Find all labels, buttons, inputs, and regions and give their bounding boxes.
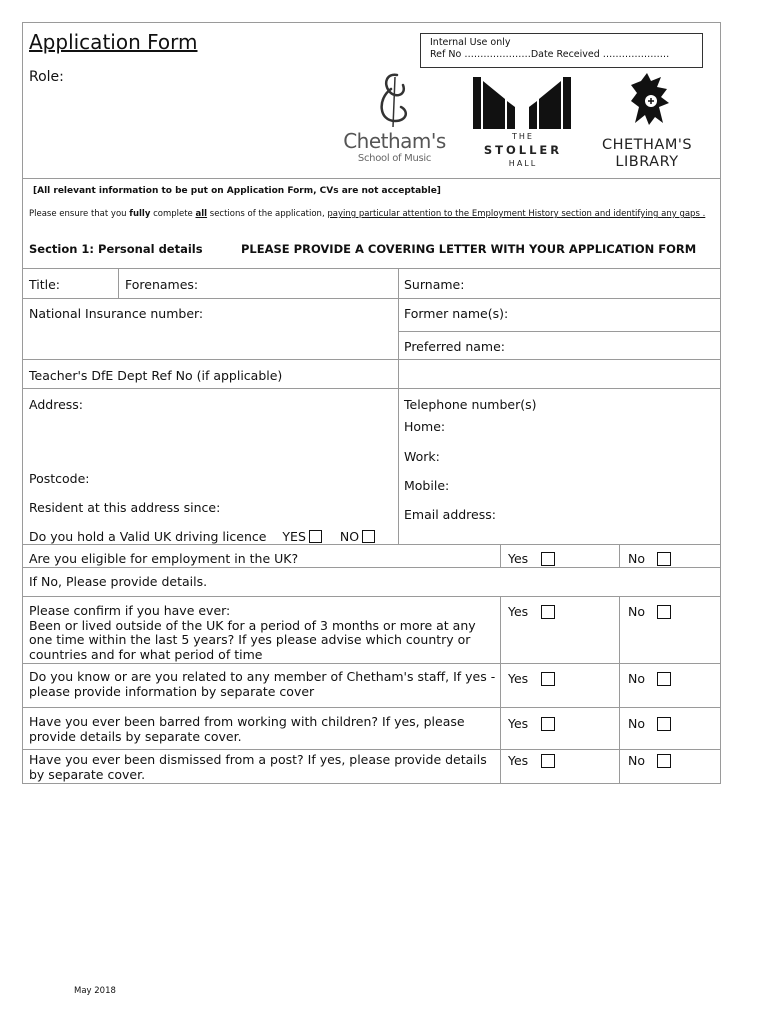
col-divider [118, 268, 119, 298]
row-divider [23, 388, 720, 389]
if-no-details-label: If No, Please provide details. [29, 574, 208, 589]
completion-notice [29, 209, 709, 220]
row-divider [23, 298, 720, 299]
covering-letter-note: PLEASE PROVIDE A COVERING LETTER WITH YOUR APPLICATION FORM [241, 242, 697, 256]
stoller-name: STOLLER [483, 143, 563, 157]
section-1-title: Section 1: Personal details [29, 242, 203, 256]
col-divider [619, 544, 620, 567]
home-phone-label: Home: [404, 419, 446, 434]
treble-clef-icon [337, 71, 452, 129]
no-label: No [628, 671, 645, 686]
form-title: Application Form [29, 30, 198, 54]
stoller-hall-logo [471, 77, 575, 172]
forenames-field-label: Forenames: [125, 277, 199, 292]
lived-outside-yes-checkbox[interactable] [541, 605, 555, 619]
email-label: Email address: [404, 507, 496, 522]
stoller-hall: HALL [508, 159, 538, 168]
school-of-music: School of Music [357, 153, 432, 164]
resident-since-label: Resident at this address since: [29, 500, 221, 515]
role-label: Role: [29, 69, 64, 85]
row-divider [398, 331, 720, 332]
eligible-yes-checkbox[interactable] [541, 552, 555, 566]
title-field-label: Title: [29, 277, 60, 292]
lived-outside-question: Please confirm if you have ever: Been or lived outside of the UK for a period of 3 months or more at any one time within the last 5 years? If yes please advise which country or countries and for what period of time [29, 603, 476, 662]
row-divider [23, 663, 720, 664]
row-divider [23, 544, 720, 545]
yes-label: Yes [508, 753, 529, 768]
application-form [22, 22, 721, 784]
dismissed-yes-checkbox[interactable] [541, 754, 555, 768]
lived-outside-no-checkbox[interactable] [657, 605, 671, 619]
yes-label: Yes [508, 716, 529, 731]
yes-label: Yes [508, 551, 529, 566]
no-label: NO [339, 529, 360, 544]
notice-text-3: sections of the application, [207, 209, 328, 219]
telephone-label: Telephone number(s) [404, 397, 537, 412]
form-header [23, 23, 720, 179]
barred-question: Have you ever been barred from working with children? If yes, please provide details by separate cover. [29, 714, 465, 744]
related-no-checkbox[interactable] [657, 672, 671, 686]
griffin-icon [591, 71, 703, 133]
dismissed-no-checkbox[interactable] [657, 754, 671, 768]
yes-label: Yes [508, 671, 529, 686]
col-divider [500, 544, 501, 567]
row-divider [23, 749, 720, 750]
teacher-ref-label: Teacher's DfE Dept Ref No (if applicable) [29, 368, 283, 383]
no-label: No [628, 604, 645, 619]
no-label: No [628, 753, 645, 768]
library-line1: CHETHAM'S [601, 137, 693, 153]
notice-all: all [195, 209, 208, 219]
eligible-question: Are you eligible for employment in the UK? [29, 551, 299, 566]
eligible-no-checkbox[interactable] [657, 552, 671, 566]
mobile-phone-label: Mobile: [404, 478, 450, 493]
notice-text-2: complete [150, 209, 196, 219]
dismissed-question: Have you ever been dismissed from a post? If yes, please provide details by separate cover. [29, 752, 487, 782]
licence-no-checkbox[interactable] [362, 530, 375, 543]
row-divider [23, 707, 720, 708]
stoller-bars-icon [471, 77, 575, 131]
work-phone-label: Work: [404, 449, 440, 464]
col-divider [619, 596, 620, 784]
row-divider [23, 567, 720, 568]
chethams-school-logo [337, 71, 452, 171]
yes-label: Yes [508, 604, 529, 619]
yes-label: YES [282, 529, 306, 544]
preferred-name-label: Preferred name: [404, 339, 506, 354]
no-label: No [628, 716, 645, 731]
library-name [591, 137, 703, 171]
internal-use-label: Internal Use only [430, 37, 511, 48]
library-line2: LIBRARY [615, 154, 679, 170]
cv-notice: [All relevant information to be put on Application Form, CVs are not acceptable] [33, 186, 441, 196]
driving-licence-question [29, 529, 375, 544]
internal-use-box [420, 33, 703, 68]
col-divider [500, 596, 501, 784]
postcode-label: Postcode: [29, 471, 90, 486]
address-label: Address: [29, 397, 83, 412]
no-label: No [628, 551, 645, 566]
row-divider [23, 359, 720, 360]
driving-licence-label: Do you hold a Valid UK driving licence [29, 529, 267, 544]
barred-no-checkbox[interactable] [657, 717, 671, 731]
chethams-name: Chetham's [343, 129, 446, 153]
licence-yes-checkbox[interactable] [309, 530, 322, 543]
ni-number-label: National Insurance number: [29, 306, 204, 321]
stoller-the: THE [512, 132, 534, 141]
former-names-label: Former name(s): [404, 306, 509, 321]
footer-date: May 2018 [74, 986, 116, 996]
notice-underlined: paying particular attention to the Employment History section and identifying any gaps . [327, 209, 706, 219]
col-divider [398, 268, 399, 544]
chethams-library-logo [591, 71, 703, 171]
surname-field-label: Surname: [404, 277, 465, 292]
row-divider [23, 596, 720, 597]
barred-yes-checkbox[interactable] [541, 717, 555, 731]
related-staff-question: Do you know or are you related to any member of Chetham's staff, If yes - please provide information by separate cover [29, 669, 496, 699]
notice-text-1: Please ensure that you [29, 209, 130, 219]
row-divider [23, 268, 720, 269]
related-yes-checkbox[interactable] [541, 672, 555, 686]
notice-fully: fully [129, 209, 151, 219]
ref-date-received: Ref No …………………Date Received ………………… [430, 49, 670, 60]
